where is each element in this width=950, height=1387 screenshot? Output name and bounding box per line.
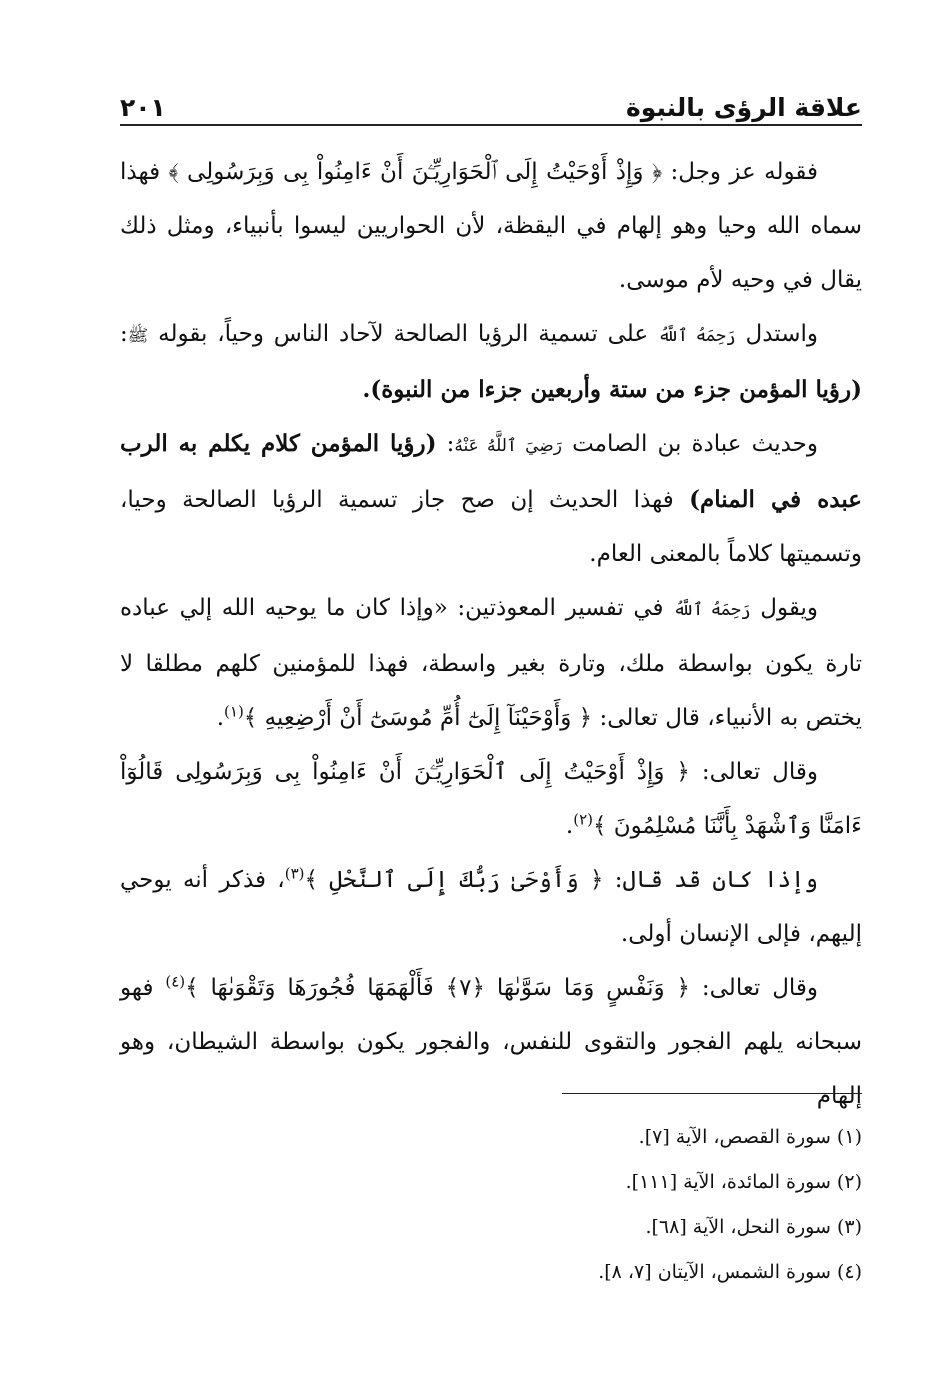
text-run: : xyxy=(120,321,128,347)
text-run: فهذا سماه الله وحيا وهو إلهام في اليقظة، لأن الحواريين ليسوا بأنبياء، ومثل ذلك يقال في وحيه لأم موسى. xyxy=(120,159,862,293)
text-run: وإذا كان قد قال: xyxy=(603,867,818,893)
text-run: وقال تعالى: xyxy=(690,975,819,1001)
paragraph-4 xyxy=(120,581,862,745)
text-run: واستدل xyxy=(735,321,818,347)
page-header xyxy=(120,78,862,126)
text-run: وقال تعالى: xyxy=(689,759,818,785)
quran-verse: ﴿ وَنَفْسٍ وَمَا سَوَّىٰهَا ﴿٧﴾ فَأَلْهَمَهَا فُجُورَهَا وَتَقْوَىٰهَا ﴾ xyxy=(185,975,691,1001)
honorific-glyph: رَحِمَهُ ٱللَّهُ xyxy=(673,600,751,620)
hadith-quote: (رؤيا المؤمن جزء من ستة وأربعين جزءا من النبوة). xyxy=(362,376,862,403)
text-run: . xyxy=(565,813,574,839)
text-run: فقوله عز وجل: xyxy=(662,159,818,185)
quran-verse: ﴿ وَإِذْ أَوْحَيْتُ إِلَى ٱلْحَوَارِيِّـۧنَ أَنْ ءَامِنُواْ بِى وَبِرَسُولِى ﴾ xyxy=(168,159,663,185)
paragraph-7 xyxy=(120,961,862,1123)
footnote-marker: (٢) xyxy=(573,810,593,829)
honorific-glyph: رَضِيَ ٱللَّهُ عَنْهُ xyxy=(454,436,562,456)
honorific-glyph: رَحِمَهُ ٱللَّهُ xyxy=(657,326,736,346)
page-number: ٢٠١ xyxy=(120,93,166,122)
footnote-divider xyxy=(562,1093,862,1094)
paragraph-5 xyxy=(120,745,862,853)
footnote-marker: (٤) xyxy=(165,972,186,991)
footnote-marker: (١) xyxy=(224,702,244,721)
quran-verse: ﴿ وَأَوْحَىٰ رَبُّكَ إِلَى ٱلنَّحْلِ ﴾ xyxy=(304,867,604,893)
text-run: ، فذكر أنه يوحي إليهم، فإلى الإنسان أولى. xyxy=(120,867,862,947)
text-run: فهذا الحديث إن صح جاز تسمية الرؤيا الصالحة وحيا، وتسميتها كلاماً بالمعنى العام. xyxy=(120,487,862,567)
running-title: علاقة الرؤى بالنبوة xyxy=(626,93,862,122)
footnote-item: (٤) سورة الشمس، الآيتان [٧، ٨]. xyxy=(598,1261,862,1283)
footnotes xyxy=(300,1115,862,1295)
text-run: ويقول xyxy=(750,595,819,621)
footnote-marker: (٣) xyxy=(284,864,305,883)
paragraph-3 xyxy=(120,417,862,581)
text-run: على تسمية الرؤيا الصالحة لآحاد الناس وحياً، بقوله xyxy=(148,321,658,347)
footnote-item: (٣) سورة النحل، الآية [٦٨]. xyxy=(645,1216,862,1238)
text-run: . xyxy=(216,705,225,731)
paragraph-2 xyxy=(120,307,862,417)
text-run: في تفسير المعوذتين: «وإذا كان ما يوحيه الله إلي عباده تارة يكون بواسطة ملك، وتارة بغير واسطة، فهذا للمؤمنين كلهم مطلقا لا يختص به الأنبياء، قال تعالى: xyxy=(120,595,862,731)
main-text xyxy=(120,145,862,1123)
text-run: : xyxy=(436,431,455,457)
paragraph-6 xyxy=(120,853,862,961)
quran-verse: ﴿ وَأَوْحَيْنَآ إِلَىٰٓ أُمِّ مُوسَىٰٓ أَنْ أَرْضِعِيهِ ﴾ xyxy=(243,705,593,731)
footnote-item: (٢) سورة المائدة، الآية [١١١]. xyxy=(625,1171,862,1193)
paragraph-1 xyxy=(120,145,862,307)
text-run: فهو سبحانه يلهم الفجور والتقوى للنفس، والفجور يكون بواسطة الشيطان، وهو إلهام xyxy=(120,975,862,1109)
footnote-item: (١) سورة القصص، الآية [٧]. xyxy=(638,1126,862,1148)
quran-verse: ﴿ وَإِذْ أَوْحَيْتُ إِلَى ٱلْحَوَارِيِّـۧنَ أَنْ ءَامِنُواْ بِى وَبِرَسُولِى قَالُوٓاْ ءَامَنَّا وَٱشْهَدْ بِأَنَّنَا مُسْلِمُونَ ﴾ xyxy=(120,759,862,839)
hadith-quote: (رؤيا المؤمن كلام يكلم به الرب عبده في المنام) xyxy=(120,430,862,513)
text-run: وحديث عبادة بن الصامت xyxy=(561,431,818,457)
honorific-glyph: ﷺ xyxy=(127,326,149,346)
